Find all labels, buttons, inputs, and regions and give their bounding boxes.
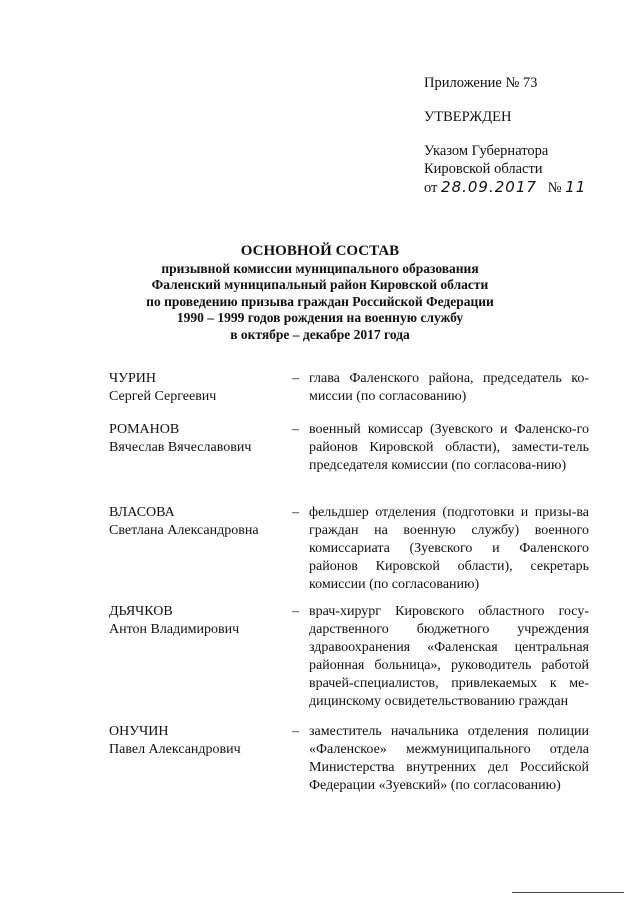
member-role: фельдшер отделения (подготовки и призы-ва граждан на военную службу) военного комиссариата (Зуевского и Фаленского районов Кировской области), секретарь комиссии (по согласованию) xyxy=(309,505,589,592)
decree-date-line xyxy=(424,178,624,197)
member-surname: РОМАНОВ xyxy=(109,422,180,437)
title-line: Фаленский муниципальный район Кировской области xyxy=(151,277,489,292)
approved-label: УТВЕРЖДЕН xyxy=(424,109,512,125)
member-given-names: Павел Александрович xyxy=(109,742,241,757)
title-line: по проведению призыва граждан Российской Федерации xyxy=(146,293,494,309)
decree-line-1: Указом Губернатора xyxy=(424,143,549,159)
member-given-names: Вячеслав Вячеславович xyxy=(109,440,252,455)
member-dash: – xyxy=(292,371,299,386)
member-name xyxy=(109,370,284,406)
member-name xyxy=(109,603,284,639)
member-given-names: Сергей Сергеевич xyxy=(109,389,217,404)
member-surname: ДЬЯЧКОВ xyxy=(109,604,173,619)
member-dash: – xyxy=(292,724,299,739)
member-role: заместитель начальника отделения полиции «Фаленское» межмуниципального отдела Министерства внутренних дел Российской Федерации «Зуевский» (по согласованию) xyxy=(309,724,589,793)
member-dash: – xyxy=(292,505,299,520)
member-given-names: Антон Владимирович xyxy=(109,622,240,637)
handwritten-number: 11 xyxy=(565,178,587,196)
document-title xyxy=(60,243,580,343)
title-heading: ОСНОВНОЙ СОСТАВ xyxy=(240,243,400,259)
member-dash: – xyxy=(292,604,299,619)
member-name xyxy=(109,421,284,457)
member-role: врач-хирург Кировского областного госу-дарственного бюджетного учреждения здравоохранения «Фаленская центральная районная больница», руководитель работой врачей-специалистов, привлекаемых к ме-дицинскому освидетельствованию граждан xyxy=(309,604,589,709)
footer-rule xyxy=(512,892,624,893)
number-prefix: № xyxy=(547,180,562,196)
title-line: в октябре – декабре 2017 года xyxy=(230,326,410,342)
date-prefix: от xyxy=(424,180,438,196)
member-dash: – xyxy=(292,422,299,437)
title-line: призывной комиссии муниципального образования xyxy=(161,260,479,276)
title-line: 1990 – 1999 годов рождения на военную службу xyxy=(176,310,464,325)
member-role: военный комиссар (Зуевского и Фаленско-го районов Кировской области), замести-тель председателя комиссии (по согласова-нию) xyxy=(309,422,589,473)
decree-line-2: Кировской области xyxy=(424,161,543,177)
member-role: глава Фаленского района, председатель ко-миссии (по согласованию) xyxy=(309,371,589,404)
member-given-names: Светлана Александровна xyxy=(109,523,259,538)
member-name xyxy=(109,504,284,540)
member-surname: ВЛАСОВА xyxy=(109,505,175,520)
appendix-label: Приложение № 73 xyxy=(424,75,538,91)
approval-block xyxy=(424,74,624,197)
member-surname: ЧУРИН xyxy=(109,371,157,386)
handwritten-date: 28.09.2017 xyxy=(441,178,537,196)
member-surname: ОНУЧИН xyxy=(109,724,169,739)
member-name xyxy=(109,723,284,759)
